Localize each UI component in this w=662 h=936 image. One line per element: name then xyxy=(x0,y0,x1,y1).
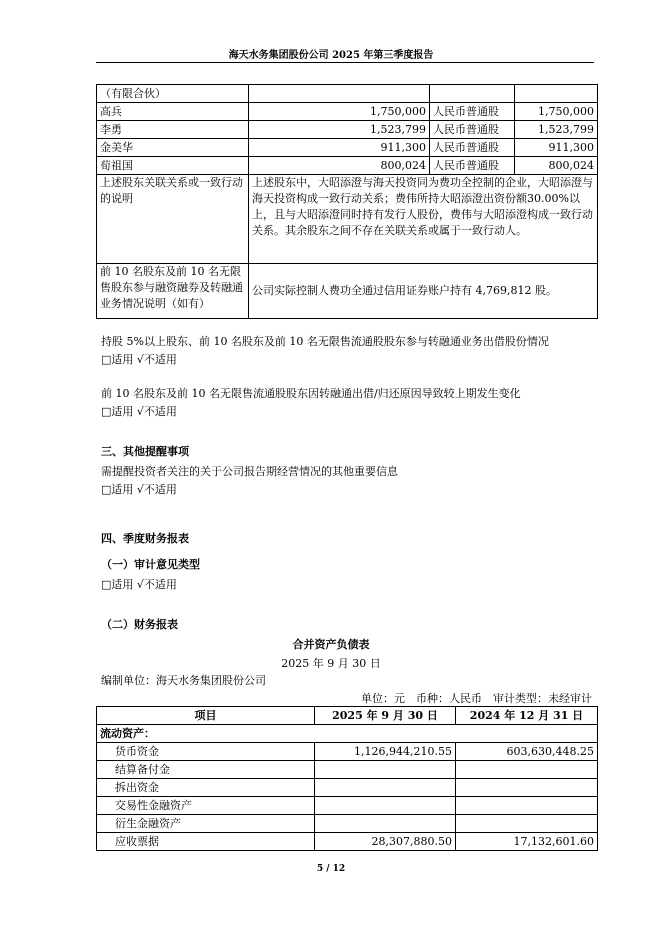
relation-label: 上述股东关联关系或一致行动的说明 xyxy=(97,175,249,264)
share-type: 人民币普通股 xyxy=(430,121,515,139)
value-prior xyxy=(456,779,598,797)
section-label: 流动资产： xyxy=(97,725,598,743)
share-type-quantity: 800,024 xyxy=(515,157,598,175)
lending-title: 持股 5%以上股东、前 10 名股东及前 10 名无限售流通股股东参与转融通业务出借股份情况 xyxy=(101,335,549,348)
value-current xyxy=(315,797,456,815)
share-type: 人民币普通股 xyxy=(430,103,515,121)
table-row xyxy=(97,175,598,264)
change-option: □适用 √不适用 xyxy=(101,405,177,418)
section4-title: 四、季度财务报表 xyxy=(101,532,189,545)
value-current: 1,126,944,210.55 xyxy=(315,743,456,761)
table-row xyxy=(97,743,598,761)
relation-text: 上述股东中，大昭添澄与海天投资同为费功全控制的企业，大昭添澄与海天投资构成一致行动关系；费伟所持大昭添澄出资份额30.00%以上，且与大昭添澄同时持有发行人股份，费伟与大昭添澄构成一致行动关系。其余股东之间不存在关联关系或属于一致行动人。 xyxy=(249,175,598,264)
share-quantity: 911,300 xyxy=(249,139,430,157)
section3-title: 三、其他提醒事项 xyxy=(101,445,189,458)
share-quantity: 1,750,000 xyxy=(249,103,430,121)
shareholder-name: 高兵 xyxy=(97,103,249,121)
audit-title: （一）审计意见类型 xyxy=(101,558,200,571)
statements-title: （二）财务报表 xyxy=(101,618,178,631)
table-row xyxy=(97,761,598,779)
share-type-quantity: 1,523,799 xyxy=(515,121,598,139)
share-type: 人民币普通股 xyxy=(430,157,515,175)
company-name: 编制单位：海天水务集团股份公司 xyxy=(101,674,266,687)
audit-option: □适用 √不适用 xyxy=(101,578,177,591)
units-line: 单位：元 币种：人民币 审计类型：未经审计 xyxy=(361,692,592,705)
table-row xyxy=(97,85,598,103)
value-prior xyxy=(456,815,598,833)
balance-sheet-date: 2025 年 9 月 30 日 xyxy=(281,657,381,670)
table-row xyxy=(97,264,598,319)
table-row xyxy=(97,157,598,175)
section3-text: 需提醒投资者关注的关于公司报告期经营情况的其他重要信息 xyxy=(101,465,398,478)
item-label: 货币资金 xyxy=(97,743,315,761)
shareholder-name: 李勇 xyxy=(97,121,249,139)
balance-sheet-table xyxy=(96,706,598,851)
column-header: 2024 年 12 月 31 日 xyxy=(456,707,598,725)
balance-sheet-title: 合并资产负债表 xyxy=(292,638,370,651)
lending-option: □适用 √不适用 xyxy=(101,353,177,366)
share-type: 人民币普通股 xyxy=(430,139,515,157)
header-divider xyxy=(96,62,594,63)
table-row xyxy=(97,833,598,851)
column-header: 项目 xyxy=(97,707,315,725)
table-row xyxy=(97,103,598,121)
item-label: 衍生金融资产 xyxy=(97,815,315,833)
value-prior: 603,630,448.25 xyxy=(456,743,598,761)
shareholder-name: 荀祖国 xyxy=(97,157,249,175)
report-header: 海天水务集团股份公司 2025 年第三季度报告 xyxy=(228,50,434,61)
item-label: 拆出资金 xyxy=(97,779,315,797)
section3-option: □适用 √不适用 xyxy=(101,483,177,496)
table-row xyxy=(97,815,598,833)
value-current xyxy=(315,779,456,797)
value-current: 28,307,880.50 xyxy=(315,833,456,851)
shareholders-table xyxy=(96,84,598,319)
value-prior xyxy=(456,797,598,815)
share-quantity: 1,523,799 xyxy=(249,121,430,139)
value-current xyxy=(315,761,456,779)
item-label: 应收票据 xyxy=(97,833,315,851)
margin-label: 前 10 名股东及前 10 名无限售股东参与融资融券及转融通业务情况说明（如有） xyxy=(97,264,249,319)
change-title: 前 10 名股东及前 10 名无限售流通股股东因转融通出借/归还原因导致较上期发生变化 xyxy=(101,387,521,400)
table-header-row xyxy=(97,707,598,725)
item-label: 交易性金融资产 xyxy=(97,797,315,815)
table-row xyxy=(97,725,598,743)
share-type-quantity: 911,300 xyxy=(515,139,598,157)
shareholder-name: 金美华 xyxy=(97,139,249,157)
page-number: 5 / 12 xyxy=(316,864,346,874)
value-current xyxy=(315,815,456,833)
share-type-quantity: 1,750,000 xyxy=(515,103,598,121)
share-quantity: 800,024 xyxy=(249,157,430,175)
table-row xyxy=(97,121,598,139)
value-prior: 17,132,601.60 xyxy=(456,833,598,851)
column-header: 2025 年 9 月 30 日 xyxy=(315,707,456,725)
item-label: 结算备付金 xyxy=(97,761,315,779)
table-row xyxy=(97,797,598,815)
table-row xyxy=(97,139,598,157)
shareholder-name: （有限合伙） xyxy=(97,85,249,103)
table-row xyxy=(97,779,598,797)
value-prior xyxy=(456,761,598,779)
margin-text: 公司实际控制人费功全通过信用证券账户持有 4,769,812 股。 xyxy=(249,264,598,319)
